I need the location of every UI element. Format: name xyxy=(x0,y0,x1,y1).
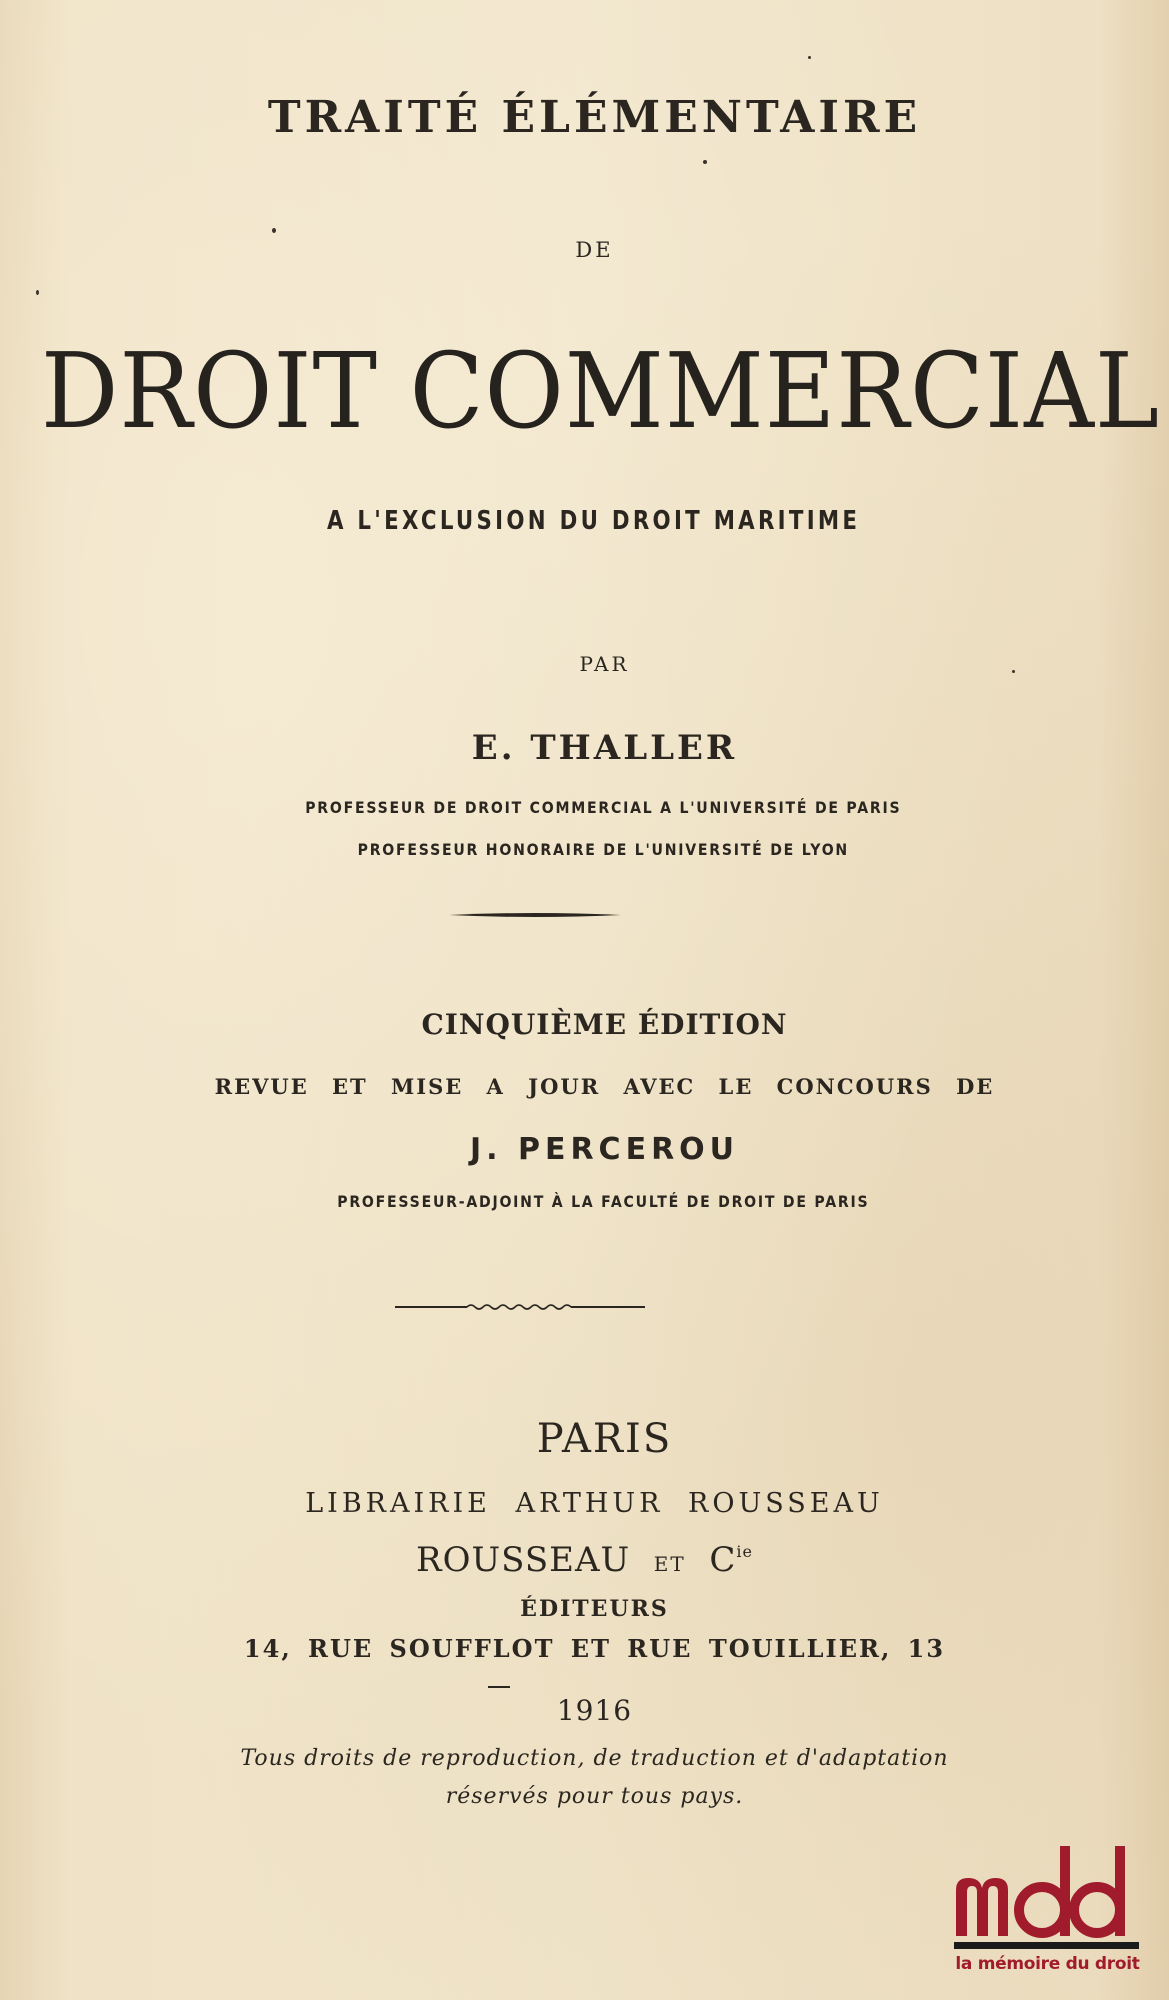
mdd-logo-icon xyxy=(950,1838,1145,1950)
by-label: PAR xyxy=(579,652,630,676)
main-title: DROIT COMMERCIAL xyxy=(40,330,1161,452)
subtitle: A L'EXCLUSION DU DROIT MARITIME xyxy=(326,506,861,536)
publisher-library: LIBRAIRIE ARTHUR ROUSSEAU xyxy=(305,1488,884,1519)
year-dash xyxy=(488,1686,510,1688)
mdd-tagline: la mémoire du droit xyxy=(955,1954,1140,1974)
rights-notice-line-2: réservés pour tous pays. xyxy=(445,1784,744,1809)
coauthor-name: J. PERCEROU xyxy=(469,1132,740,1167)
paper-speck xyxy=(272,228,276,233)
publisher-name: ROUSSEAU xyxy=(416,1540,631,1580)
publisher-address: 14, RUE SOUFFLOT ET RUE TOUILLIER, 13 xyxy=(243,1634,946,1663)
paper-speck xyxy=(36,290,39,295)
ornamental-divider xyxy=(395,1302,645,1312)
rights-notice-line-1: Tous droits de reproduction, de traduction et d'adaptation xyxy=(240,1746,949,1771)
paper-speck xyxy=(1012,670,1015,673)
publisher-city: PARIS xyxy=(536,1416,673,1462)
author-name: E. THALLER xyxy=(471,728,738,768)
publication-year: 1916 xyxy=(556,1694,633,1727)
author-affiliation-2: PROFESSEUR HONORAIRE DE L'UNIVERSITÉ DE LYON xyxy=(357,840,849,859)
mdd-watermark-logo xyxy=(950,1838,1145,1978)
publisher-co: C xyxy=(709,1540,737,1580)
revision-note: REVUE ET MISE A JOUR AVEC LE CONCOURS DE xyxy=(214,1074,995,1099)
ornamental-rule xyxy=(449,912,621,918)
publisher-co-sup: ie xyxy=(736,1542,753,1561)
author-affiliation-1: PROFESSEUR DE DROIT COMMERCIAL A L'UNIVERSITÉ DE PARIS xyxy=(305,798,902,817)
paper-speck xyxy=(808,56,811,59)
book-title: TRAITÉ ÉLÉMENTAIRE xyxy=(267,92,922,143)
publisher-role: ÉDITEURS xyxy=(520,1596,669,1622)
edition-label: CINQUIÈME ÉDITION xyxy=(421,1008,788,1041)
coauthor-affiliation: PROFESSEUR-ADJOINT À LA FACULTÉ DE DROIT DE PARIS xyxy=(337,1192,870,1211)
title-connector: DE xyxy=(575,238,614,262)
publisher-line xyxy=(0,1540,1169,1580)
publisher-et: ET xyxy=(653,1552,686,1576)
paper-speck xyxy=(703,160,707,164)
